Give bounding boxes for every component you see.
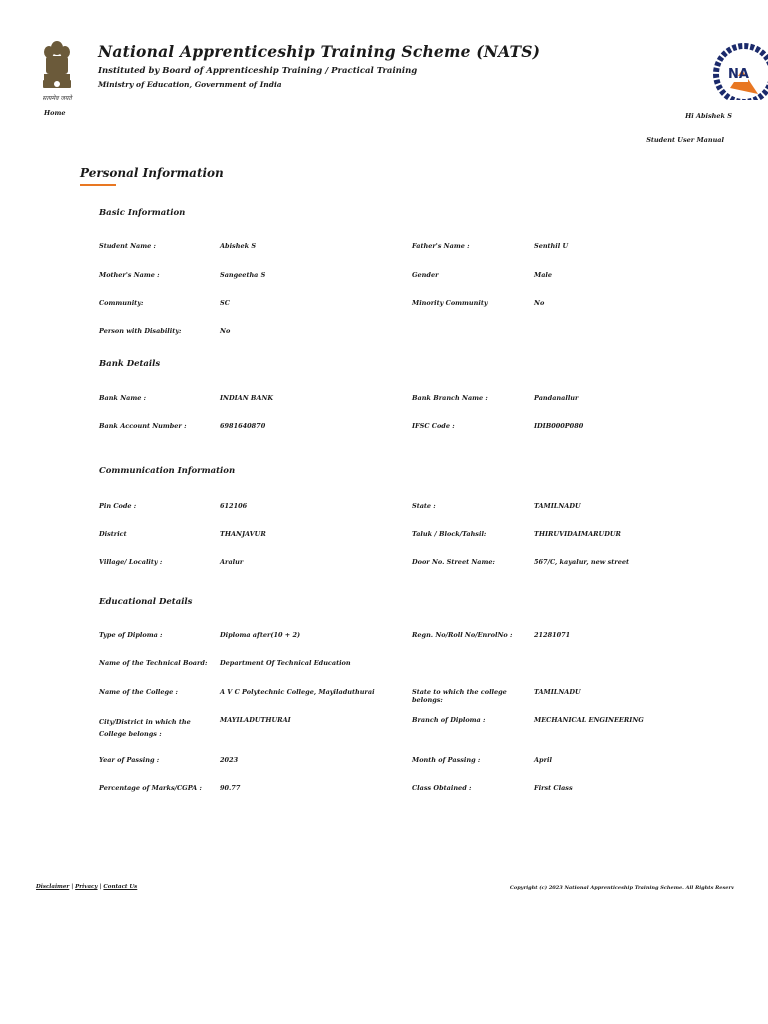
field-value: MECHANICAL ENGINEERING <box>534 716 644 724</box>
field-value: April <box>534 756 552 764</box>
emblem-caption: सत्यमेव जयते <box>42 95 72 102</box>
field-value: Diploma after(10 + 2) <box>220 631 301 639</box>
site-subtitle: Instituted by Board of Apprenticeship Training / Practical Training <box>98 66 418 76</box>
logo-text: NA <box>728 67 749 82</box>
field-value: TAMILNADU <box>534 688 581 696</box>
field-value: Aralur <box>220 558 244 566</box>
field-label: Regn. No/Roll No/EnrolNo : <box>412 631 513 639</box>
field-value: First Class <box>534 784 573 792</box>
field-label: Year of Passing : <box>99 756 160 764</box>
section-educational-details: Educational Details <box>99 597 193 607</box>
field-label: Bank Account Number : <box>99 422 187 430</box>
field-label: Gender <box>412 271 439 279</box>
field-value: Pandanallur <box>534 394 579 402</box>
footer-links <box>36 884 137 890</box>
page-header <box>0 0 768 150</box>
page-title: Personal Information <box>80 166 224 180</box>
field-value: Senthil U <box>534 242 569 250</box>
info-row <box>99 784 739 798</box>
user-greeting[interactable]: Hi Abishek S <box>685 112 732 120</box>
field-value: IDIB000P080 <box>534 422 584 430</box>
student-user-manual-link[interactable]: Student User Manual <box>646 136 724 144</box>
field-label: Community: <box>99 299 144 307</box>
field-label: Minority Community <box>412 299 488 307</box>
info-row <box>99 756 739 770</box>
field-value: 6981640870 <box>220 422 266 430</box>
footer-separator: | <box>71 884 74 890</box>
field-label: Taluk / Block/Tahsil: <box>412 530 487 538</box>
field-label: Village/ Locality : <box>99 558 163 566</box>
field-label: City/District in which the College belongs : <box>99 718 191 738</box>
ministry-label: Ministry of Education, Government of India <box>98 80 282 89</box>
field-value: Male <box>534 271 553 279</box>
section-communication-information: Communication Information <box>99 466 236 476</box>
field-label: Name of the Technical Board: <box>99 659 208 667</box>
field-value: INDIAN BANK <box>220 394 274 402</box>
info-row <box>99 271 739 285</box>
field-label: Pin Code : <box>99 502 137 510</box>
field-label: Percentage of Marks/CGPA : <box>99 784 202 792</box>
field-value: MAYILADUTHURAI <box>220 716 291 724</box>
field-value: 567/C, kayalur, new street <box>534 558 629 566</box>
field-label: Type of Diploma : <box>99 631 163 639</box>
field-value: Sangeetha S <box>220 271 266 279</box>
field-value: 21281071 <box>534 631 571 639</box>
field-label: Mother's Name : <box>99 271 160 279</box>
disclaimer-link[interactable]: Disclaimer <box>36 884 70 890</box>
privacy-link[interactable]: Privacy <box>75 884 98 890</box>
field-value: No <box>220 327 231 335</box>
info-row <box>99 394 739 408</box>
info-row <box>99 530 739 544</box>
info-row <box>99 242 739 256</box>
field-value: 2023 <box>220 756 239 764</box>
field-value: A V C Polytechnic College, Mayiladuthurai <box>220 688 375 696</box>
info-row <box>99 558 739 572</box>
field-value: SC <box>220 299 230 307</box>
info-row <box>99 631 739 645</box>
info-row <box>99 688 739 702</box>
field-label: Father's Name : <box>412 242 470 250</box>
title-underline <box>80 184 116 186</box>
field-value: Abishek S <box>220 242 257 250</box>
field-label: IFSC Code : <box>412 422 455 430</box>
field-label: District <box>99 530 127 538</box>
field-value: Department Of Technical Education <box>220 659 351 667</box>
field-label: Month of Passing : <box>412 756 481 764</box>
field-label: Bank Branch Name : <box>412 394 488 402</box>
section-basic-information: Basic Information <box>99 208 186 218</box>
copyright-text: Copyright (c) 2023 National Apprenticeship Training Scheme. All Rights Reserv <box>509 885 734 891</box>
field-label: Student Name : <box>99 242 156 250</box>
section-bank-details: Bank Details <box>99 359 161 369</box>
field-label: Door No. Street Name: <box>412 558 495 566</box>
info-row <box>99 422 739 436</box>
nav-home-link[interactable]: Home <box>44 109 66 117</box>
field-label: Class Obtained : <box>412 784 472 792</box>
national-emblem-icon <box>40 38 74 104</box>
field-label: Branch of Diploma : <box>412 716 486 724</box>
field-value: No <box>534 299 545 307</box>
field-label: State : <box>412 502 436 510</box>
field-value: THANJAVUR <box>220 530 266 538</box>
field-label: State to which the college belongs: <box>412 688 507 704</box>
info-row <box>99 502 739 516</box>
site-title: National Apprenticeship Training Scheme (NATS) <box>98 42 541 61</box>
field-value: THIRUVIDAIMARUDUR <box>534 530 621 538</box>
info-row <box>99 659 739 673</box>
nats-logo-icon <box>708 36 768 100</box>
info-row <box>99 716 739 740</box>
field-value: 90.77 <box>220 784 241 792</box>
info-row <box>99 299 739 313</box>
field-value: 612106 <box>220 502 248 510</box>
footer-separator: | <box>99 884 102 890</box>
field-label: Bank Name : <box>99 394 147 402</box>
field-label: Name of the College : <box>99 688 178 696</box>
contact-us-link[interactable]: Contact Us <box>103 884 138 890</box>
field-label: Person with Disability: <box>99 327 182 335</box>
field-value: TAMILNADU <box>534 502 581 510</box>
info-row <box>99 327 739 341</box>
